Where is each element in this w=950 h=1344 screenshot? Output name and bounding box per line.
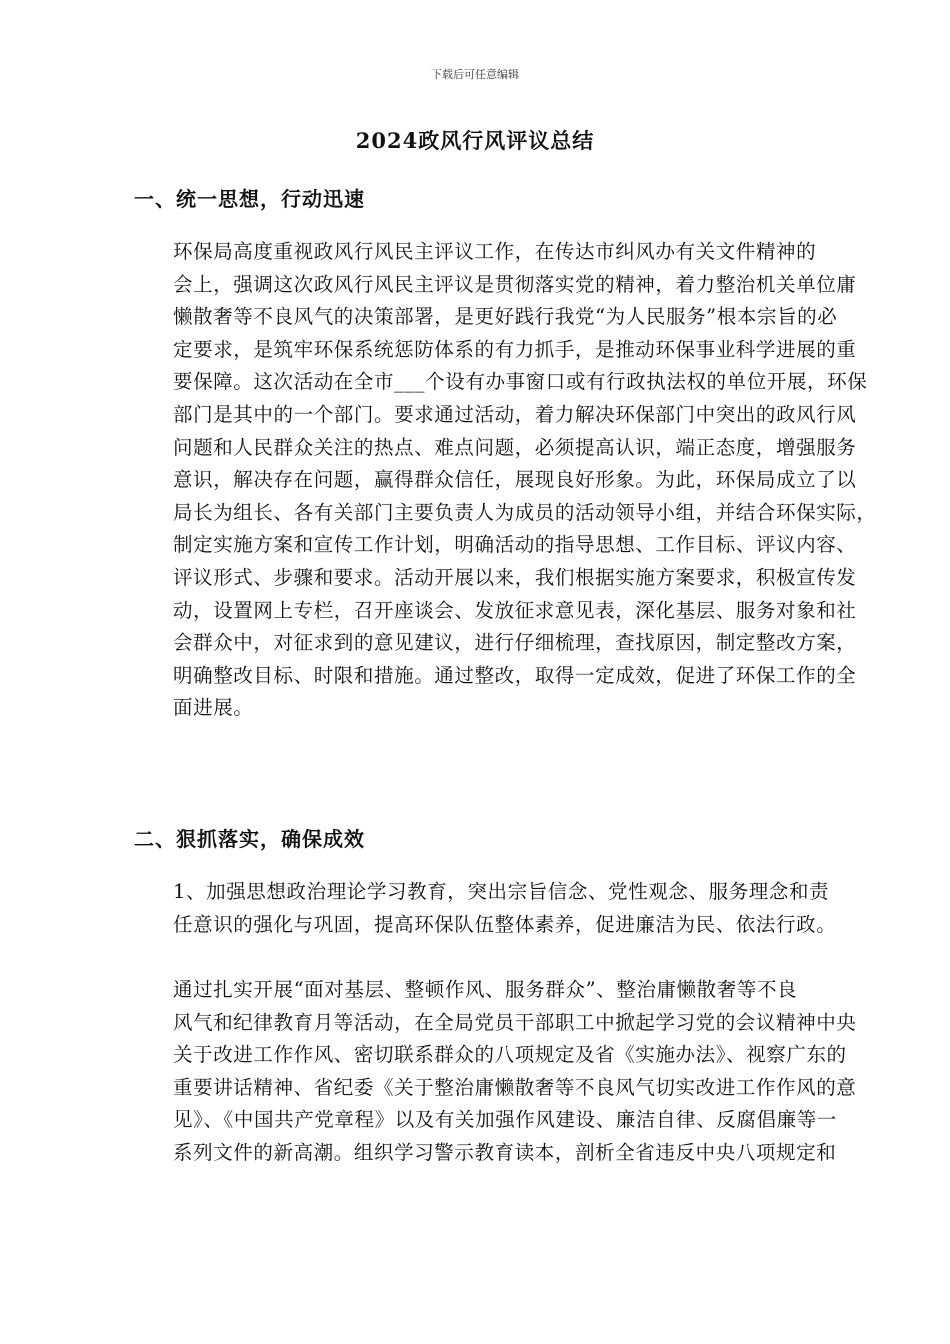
section-2-item-1 bbox=[134, 876, 837, 941]
section-2-heading: 二、狠抓落实，确保成效 bbox=[134, 827, 365, 851]
document-title: 2024政风行风评议总结 bbox=[355, 128, 595, 153]
text-line: 定要求，是筑牢环保系统惩防体系的有力抓手，是推动环保事业科学进展的重 bbox=[173, 337, 857, 361]
text-line: 环保局高度重视政风行风民主评议工作，在传达市纠风办有关文件精神的 bbox=[173, 240, 817, 263]
section-1-heading: 一、统一思想，行动迅速 bbox=[134, 187, 365, 211]
text-line: 任意识的强化与巩固，提高环保队伍整体素养，促进廉洁为民、依法行政。 bbox=[173, 912, 837, 936]
text-line: 关于改进工作作风、密切联系群众的八项规定及省《实施办法》、视察广东的 bbox=[173, 1043, 847, 1067]
section-1-paragraph bbox=[134, 236, 877, 725]
text-line: 问题和人民群众关注的热点、难点问题，必须提高认识，端正态度，增强服务 bbox=[173, 435, 857, 459]
text-line: 要保障。这次活动在全市___个设有办事窗口或有行政执法权的单位开展，环保 bbox=[173, 370, 868, 394]
header-note: 下载后可任意编辑 bbox=[431, 68, 519, 81]
text-line: 风气和纪律教育月等活动，在全局党员干部职工中掀起学习党的会议精神中央 bbox=[173, 1010, 857, 1034]
text-line: 通过扎实开展“面对基层、整顿作风、服务群众”、整治庸懒散奢等不良 bbox=[173, 978, 798, 1001]
text-line: 懒散奢等不良风气的决策部署，是更好践行我党“为人民服务”根本宗旨的必 bbox=[173, 305, 838, 329]
text-line: 意识，解决存在问题，赢得群众信任，展现良好形象。为此，环保局成立了以 bbox=[173, 468, 857, 492]
text-line: 重要讲话精神、省纪委《关于整治庸懒散奢等不良风气切实改进工作作风的意 bbox=[173, 1075, 857, 1099]
text-line: 评议形式、步骤和要求。活动开展以来，我们根据实施方案要求，积极宣传发 bbox=[173, 565, 857, 589]
section-2-paragraph bbox=[134, 974, 857, 1170]
text-line: 系列文件的新高潮。组织学习警示教育读本，剖析全省违反中央八项规定和 bbox=[173, 1140, 837, 1164]
text-line: 1、加强思想政治理论学习教育，突出宗旨信念、党性观念、服务理念和责 bbox=[173, 880, 830, 903]
text-line: 见》、《中国共产党章程》以及有关加强作风建设、廉洁自律、反腐倡廉等一 bbox=[173, 1108, 837, 1132]
text-line: 会上，强调这次政风行风民主评议是贯彻落实党的精神，着力整治机关单位庸 bbox=[173, 272, 857, 296]
text-line: 动，设置网上专栏，召开座谈会、发放征求意见表，深化基层、服务对象和社 bbox=[173, 598, 857, 622]
text-line: 明确整改目标、时限和措施。通过整改，取得一定成效，促进了环保工作的全 bbox=[173, 663, 857, 687]
text-line: 面进展。 bbox=[173, 696, 254, 720]
text-line: 制定实施方案和宣传工作计划，明确活动的指导思想、工作目标、评议内容、 bbox=[173, 533, 857, 557]
text-line: 局长为组长、各有关部门主要负责人为成员的活动领导小组，并结合环保实际， bbox=[173, 500, 877, 524]
text-line: 部门是其中的一个部门。要求通过活动，着力解决环保部门中突出的政风行风 bbox=[173, 402, 857, 426]
text-line: 会群众中，对征求到的意见建议，进行仔细梳理，查找原因，制定整改方案， bbox=[173, 631, 857, 655]
